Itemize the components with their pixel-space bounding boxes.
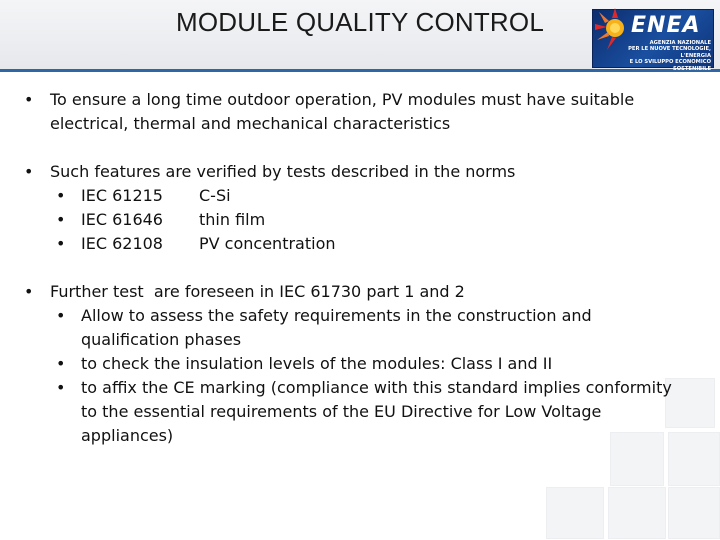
bullet-item: [0, 280, 720, 304]
sub-bullet-text: to affix the CE marking (compliance with this standard implies conformity to the essential requirements of the EU Directive for Low Voltage appliances): [81, 378, 672, 445]
sub-bullet-marker: •: [56, 354, 66, 373]
logo-subtitle: AGENZIA NAZIONALE PER LE NUOVE TECNOLOGIE, L'ENERGIA E LO SVILUPPO ECONOMICO SOSTENIBILE: [628, 40, 711, 72]
norm-item: [0, 184, 720, 208]
sub-bullet-marker: •: [56, 306, 66, 325]
bullet-item: [0, 88, 720, 136]
norm-type: thin film: [199, 210, 266, 229]
bullet-text: Further test are foreseen in IEC 61730 part 1 and 2: [50, 282, 465, 301]
logo-wordmark: ENEA: [631, 13, 701, 38]
page-title: MODULE QUALITY CONTROL: [176, 7, 544, 37]
norm-code: IEC 61646: [81, 210, 163, 229]
bullet-text: Such features are verified by tests described in the norms: [50, 162, 516, 181]
norm-type: PV concentration: [199, 234, 336, 253]
norm-type: C-Si: [199, 186, 231, 205]
sub-bullet-item: [0, 352, 720, 376]
bullet-marker: •: [24, 162, 34, 181]
sub-bullet-marker: •: [56, 210, 66, 229]
decorative-square: [668, 487, 720, 539]
sub-bullet-marker: •: [56, 234, 66, 253]
norm-code: IEC 62108: [81, 234, 163, 253]
decorative-square: [608, 487, 666, 539]
bullet-text: To ensure a long time outdoor operation, PV modules must have suitable electrical, thermal and mechanical characteristics: [50, 90, 635, 133]
norm-item: [0, 208, 720, 232]
sub-bullet-text: to check the insulation levels of the modules: Class I and II: [81, 354, 553, 373]
sub-bullet-marker: •: [56, 378, 66, 397]
sub-bullet-text: Allow to assess the safety requirements in the construction and qualification phases: [81, 306, 592, 349]
sub-bullet-marker: •: [56, 186, 66, 205]
sub-bullet-item: [0, 376, 720, 448]
decorative-square: [546, 487, 604, 539]
norm-item: [0, 232, 720, 256]
bullet-marker: •: [24, 90, 34, 109]
norm-code: IEC 61215: [81, 186, 163, 205]
bullet-marker: •: [24, 282, 34, 301]
slide-body: [0, 88, 720, 448]
sub-bullet-item: [0, 304, 720, 352]
enea-logo: [592, 9, 714, 72]
bullet-item: [0, 160, 720, 184]
slide-header: [0, 0, 720, 72]
